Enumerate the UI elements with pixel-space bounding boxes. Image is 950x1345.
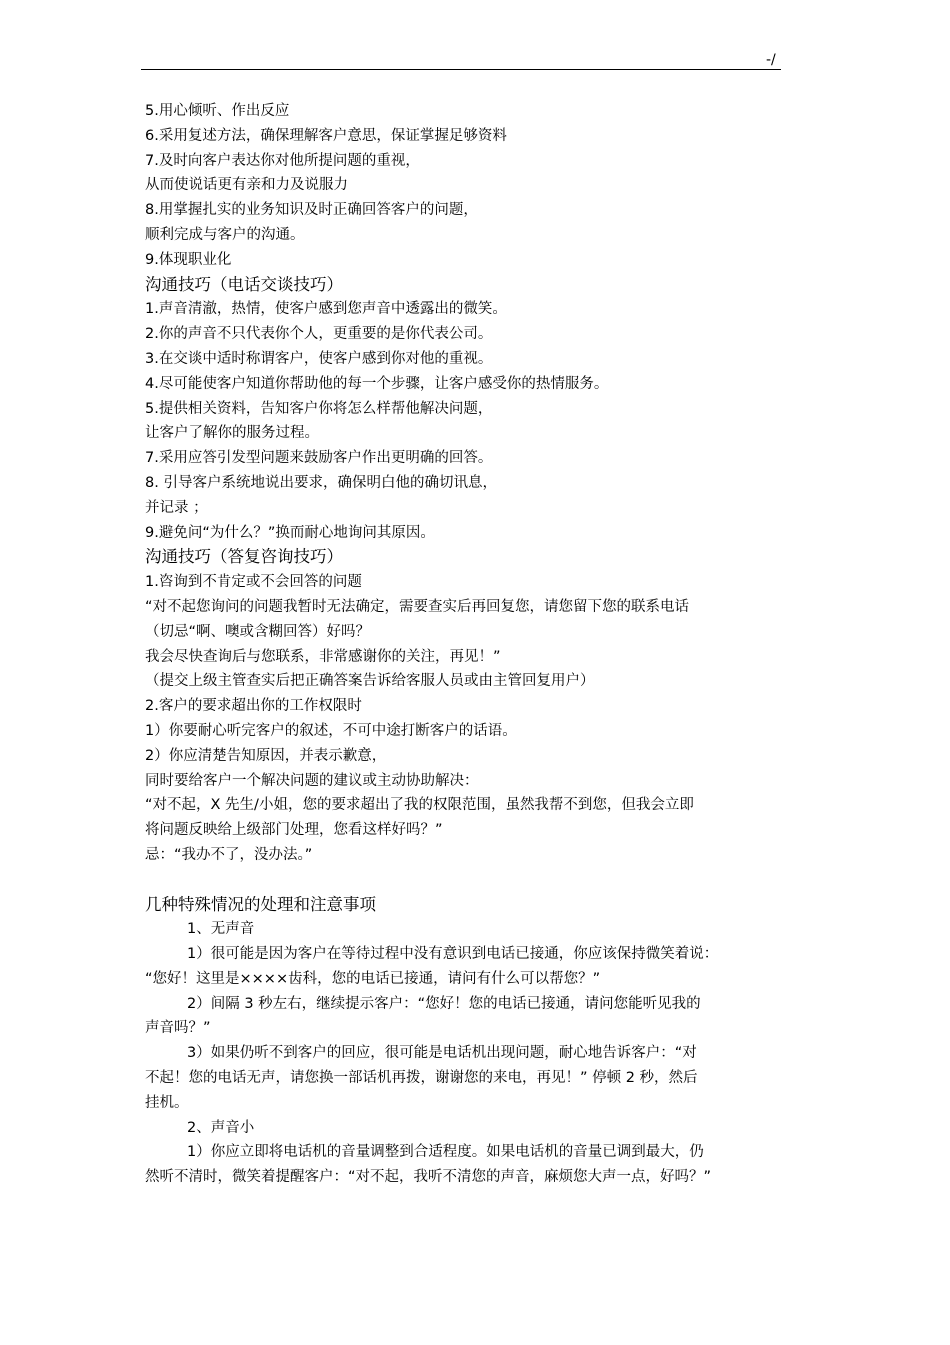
section-heading: 沟通技巧（答复咨询技巧） <box>145 547 343 567</box>
text-line: “对不起，X 先生/小姐，您的要求超出了我的权限范围，虽然我帮不到您，但我会立即 <box>145 797 694 814</box>
header-mark: -/ <box>766 52 776 68</box>
text-line: 5.提供相关资料，告知客户你将怎么样帮他解决问题， <box>145 400 493 417</box>
section-heading: 几种特殊情况的处理和注意事项 <box>145 894 376 914</box>
text-line: 8. 引导客户系统地说出要求，确保明白他的确切讯息， <box>145 474 497 491</box>
text-line: 3）如果仍听不到客户的回应，很可能是电话机出现问题，耐心地告诉客户：“对 <box>187 1045 697 1062</box>
section-heading: 沟通技巧（电话交谈技巧） <box>145 274 343 294</box>
text-line: （提交上级主管查实后把正确答案告诉给客服人员或由主管回复用户） <box>145 673 595 690</box>
text-line: 并记录 ； <box>145 499 208 516</box>
document-body <box>145 99 810 1190</box>
text-line: 挂机。 <box>145 1094 189 1111</box>
text-line: 声音吗？” <box>145 1020 211 1037</box>
text-line: 1）你应立即将电话机的音量调整到合适程度。如果电话机的音量已调到最大，仍 <box>187 1144 704 1161</box>
text-line: 1、无声音 <box>187 921 255 938</box>
text-line: 然听不清时，微笑着提醒客户：“对不起，我听不清您的声音，麻烦您大声一点，好吗？” <box>145 1169 712 1186</box>
text-line: 2）你应清楚告知原因，并表示歉意， <box>145 747 387 764</box>
text-line: 同时要给客户一个解决问题的建议或主动协助解决： <box>145 772 479 789</box>
text-line: 1.咨询到不肯定或不会回答的问题 <box>145 574 362 591</box>
text-line: 2）间隔 3 秒左右，继续提示客户：“您好！您的电话已接通，请问您能听见我的 <box>187 995 701 1012</box>
text-line: 1）很可能是因为客户在等待过程中没有意识到电话已接通，你应该保持微笑着说： <box>187 946 719 963</box>
text-line: 1.声音清澈，热情，使客户感到您声音中透露出的微笑。 <box>145 301 507 318</box>
text-line: 1）你要耐心听完客户的叙述，不可中途打断客户的话语。 <box>145 722 517 739</box>
text-line: 7.采用应答引发型问题来鼓励客户作出更明确的回答。 <box>145 450 493 467</box>
text-line: 2、声音小 <box>187 1119 255 1136</box>
text-line: （切忌“啊、噢或含糊回答）好吗？ <box>145 623 371 640</box>
text-line: 将问题反映给上级部门处理，您看这样好吗？” <box>145 822 443 839</box>
text-line: 7.及时向客户表达你对他所提问题的重视， <box>145 152 420 169</box>
text-line: 5.用心倾听、作出反应 <box>145 103 290 119</box>
header-rule <box>141 69 781 70</box>
text-line: 2.客户的要求超出你的工作权限时 <box>145 698 362 715</box>
text-line: 从而使说话更有亲和力及说服力 <box>145 177 348 194</box>
text-line: “您好！这里是××××齿科，您的电话已接通，请问有什么可以帮您？” <box>145 970 601 987</box>
text-line: 4.尽可能使客户知道你帮助他的每一个步骤，让客户感受你的热情服务。 <box>145 375 609 392</box>
text-line: 3.在交谈中适时称谓客户，使客户感到你对他的重视。 <box>145 350 493 367</box>
text-line: “对不起您询问的问题我暂时无法确定，需要查实后再回复您，请您留下您的联系电话 <box>145 598 690 615</box>
text-line: 不起！您的电话无声，请您换一部话机再拨，谢谢您的来电，再见！” 停顿 2 秒，然后 <box>145 1070 698 1087</box>
blank-line <box>145 868 810 893</box>
text-line: 6.采用复述方法，确保理解客户意思，保证掌握足够资料 <box>145 127 507 144</box>
text-line: 顺利完成与客户的沟通。 <box>145 226 305 243</box>
text-line: 让客户了解你的服务过程。 <box>145 425 319 442</box>
text-line: 忌：“我办不了，没办法。” <box>145 846 313 863</box>
text-line: 9.避免问“为什么？”换而耐心地询问其原因。 <box>145 524 435 541</box>
text-line: 2.你的声音不只代表你个人，更重要的是你代表公司。 <box>145 326 493 343</box>
text-line: 9.体现职业化 <box>145 251 232 268</box>
text-line: 我会尽快查询后与您联系，非常感谢你的关注，再见！” <box>145 648 501 665</box>
text-line: 8.用掌握扎实的业务知识及时正确回答客户的问题， <box>145 202 478 219</box>
